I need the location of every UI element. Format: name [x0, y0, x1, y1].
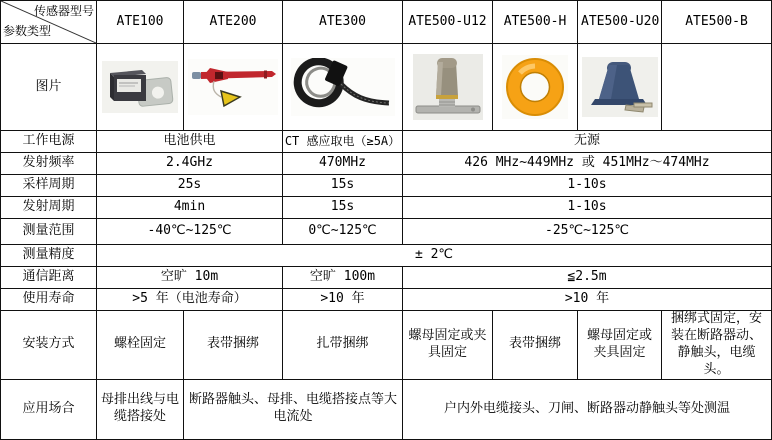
install-ate100: 螺栓固定 — [97, 311, 184, 380]
photo-cell-ate300 — [283, 44, 403, 131]
sampling-period-row — [1, 175, 772, 197]
distance-ate100-ate200: 空旷 10m — [97, 267, 283, 289]
power-ate300: CT 感应取电（≥5A） — [283, 131, 403, 153]
row-label-service-life: 使用寿命 — [1, 289, 97, 311]
application-row — [1, 379, 772, 439]
row-label-picture: 图片 — [1, 44, 97, 131]
photo-cell-ate500-u12 — [403, 44, 493, 131]
transmit-ate100-ate200: 4min — [97, 197, 283, 219]
column-header-ate300: ATE300 — [283, 1, 403, 44]
install-ate500-u20: 螺母固定或夹具固定 — [578, 311, 662, 380]
row-label-transmit-period: 发射周期 — [1, 197, 97, 219]
power-ate100-ate200: 电池供电 — [97, 131, 283, 153]
column-header-ate500-u12: ATE500-U12 — [403, 1, 493, 44]
power-ate500: 无源 — [403, 131, 772, 153]
corner-header-cell — [1, 1, 97, 44]
apply-ate200-ate300: 断路器触头、母排、电缆搭接点等大电流处 — [184, 379, 403, 439]
photo-cell-ate100 — [97, 44, 184, 131]
photo-cell-ate500-h — [493, 44, 578, 131]
life-ate300: >10 年 — [283, 289, 403, 311]
ate500-h-product-photo — [502, 55, 568, 119]
distance-ate300: 空旷 100m — [283, 267, 403, 289]
row-label-measuring-range: 测量范围 — [1, 219, 97, 245]
range-ate100-ate200: -40℃~125℃ — [97, 219, 283, 245]
row-label-frequency: 发射频率 — [1, 153, 97, 175]
accuracy-row — [1, 245, 772, 267]
ate300-product-photo — [291, 58, 395, 116]
service-life-row — [1, 289, 772, 311]
photo-cell-ate500-b-empty — [662, 44, 772, 131]
life-ate500: >10 年 — [403, 289, 772, 311]
sampling-ate500: 1-10s — [403, 175, 772, 197]
measuring-range-row — [1, 219, 772, 245]
row-label-accuracy: 测量精度 — [1, 245, 97, 267]
row-label-communication-distance: 通信距离 — [1, 267, 97, 289]
range-ate300: 0℃~125℃ — [283, 219, 403, 245]
column-header-ate200: ATE200 — [184, 1, 283, 44]
row-label-sampling-period: 采样周期 — [1, 175, 97, 197]
range-ate500: -25℃~125℃ — [403, 219, 772, 245]
frequency-ate100-ate200: 2.4GHz — [97, 153, 283, 175]
column-header-ate500-u20: ATE500-U20 — [578, 1, 662, 44]
ate500-u12-product-photo — [413, 54, 483, 120]
power-row — [1, 131, 772, 153]
corner-label-parameter-type: 参数类型 — [3, 24, 52, 39]
column-header-ate500-h: ATE500-H — [493, 1, 578, 44]
corner-label-sensor-model: 传感器型号 — [33, 4, 94, 18]
row-label-power: 工作电源 — [1, 131, 97, 153]
ate100-product-photo — [102, 61, 178, 113]
photo-cell-ate200 — [184, 44, 283, 131]
installation-row — [1, 311, 772, 380]
row-label-application: 应用场合 — [1, 379, 97, 439]
frequency-ate500: 426 MHz~449MHz 或 451MHz～474MHz — [403, 153, 772, 175]
frequency-ate300: 470MHz — [283, 153, 403, 175]
life-ate100-ate200: >5 年（电池寿命） — [97, 289, 283, 311]
transmit-ate300: 15s — [283, 197, 403, 219]
ate500-u20-product-photo — [582, 57, 658, 117]
apply-ate500: 户内外电缆接头、刀闸、断路器动静触头等处测温 — [403, 379, 772, 439]
sampling-ate100-ate200: 25s — [97, 175, 283, 197]
apply-ate100: 母排出线与电缆搭接处 — [97, 379, 184, 439]
communication-distance-row — [1, 267, 772, 289]
header-row — [1, 1, 772, 44]
accuracy-all-models: ± 2℃ — [97, 245, 772, 267]
distance-ate500: ≦2.5m — [403, 267, 772, 289]
install-ate200: 表带捆绑 — [184, 311, 283, 380]
row-label-installation: 安装方式 — [1, 311, 97, 380]
transmit-period-row — [1, 197, 772, 219]
photo-cell-ate500-u20 — [578, 44, 662, 131]
install-ate500-h: 表带捆绑 — [493, 311, 578, 380]
install-ate500-b: 捆绑式固定，安装在断路器动、静触头，电缆头。 — [662, 311, 772, 380]
install-ate500-u12: 螺母固定或夹具固定 — [403, 311, 493, 380]
picture-row — [1, 44, 772, 131]
ate200-product-photo — [188, 59, 278, 115]
install-ate300: 扎带捆绑 — [283, 311, 403, 380]
column-header-ate500-b: ATE500-B — [662, 1, 772, 44]
frequency-row — [1, 153, 772, 175]
column-header-ate100: ATE100 — [97, 1, 184, 44]
transmit-ate500: 1-10s — [403, 197, 772, 219]
sampling-ate300: 15s — [283, 175, 403, 197]
